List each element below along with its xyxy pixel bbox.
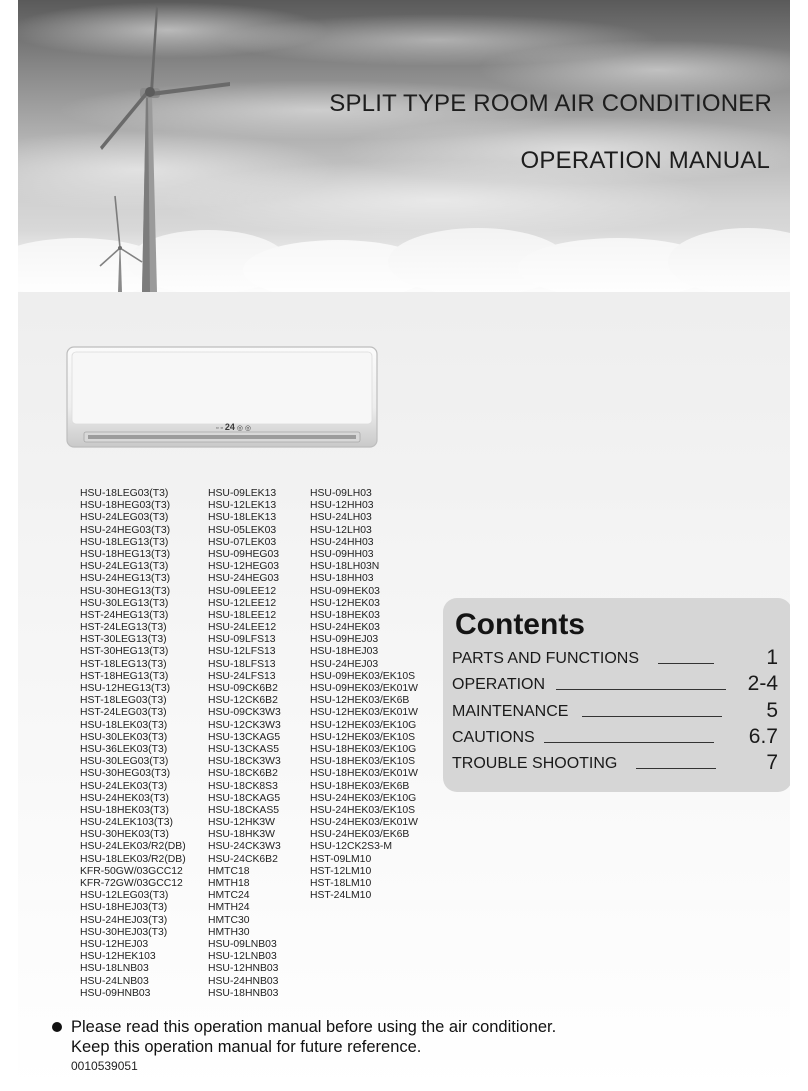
model-number: HST-12LM10 <box>310 865 372 877</box>
model-number: HSU-30HEG03(T3) <box>80 768 171 780</box>
model-number: HST-18LEG03(T3) <box>80 695 167 707</box>
model-number: HSU-12CK2S3-M <box>310 841 392 853</box>
model-number: HSU-18LEK13 <box>208 512 277 524</box>
model-number: HSU-12HEJ03 <box>80 938 149 950</box>
toc-entry[interactable] <box>452 751 778 775</box>
model-list-column-1 <box>80 488 186 1000</box>
model-number: HSU-24LH03 <box>310 512 372 524</box>
model-number: HST-24LM10 <box>310 890 372 902</box>
model-number: HST-24LEG03(T3) <box>80 707 167 719</box>
model-number: HSU-07LEK03 <box>208 536 277 548</box>
model-number: HSU-24LFS13 <box>208 670 276 682</box>
model-number: HSU-18HEK03/EK10G <box>310 743 417 755</box>
model-list-column-2 <box>208 488 281 1000</box>
model-number: HSU-18HEK03/EK10S <box>310 756 416 768</box>
model-number: HSU-24LEE12 <box>208 622 277 634</box>
model-number: HSU-18LEK03/R2(DB) <box>80 853 186 865</box>
model-number: HSU-24HEK03/EK10S <box>310 804 416 816</box>
model-number: HSU-18HEG13(T3) <box>80 548 171 560</box>
model-number: HSU-30HEJ03(T3) <box>80 926 168 938</box>
model-number: HSU-30HEG13(T3) <box>80 585 171 597</box>
model-number: HST-30HEG13(T3) <box>80 646 169 658</box>
document-title: SPLIT TYPE ROOM AIR CONDITIONER <box>329 90 772 117</box>
model-number: HSU-24LEG13(T3) <box>80 561 169 573</box>
model-number: HSU-09LFS13 <box>208 634 276 646</box>
toc-entry-page: 5 <box>766 699 778 722</box>
model-number: HSU-18HNB03 <box>208 987 279 999</box>
model-number: HSU-18LEK03(T3) <box>80 719 168 731</box>
model-number: HSU-12HEK03/EK10S <box>310 731 416 743</box>
model-number: HSU-09CK3W3 <box>208 707 281 719</box>
model-number: HSU-18LH03N <box>310 561 380 573</box>
model-number: HSU-18HEG03(T3) <box>80 500 171 512</box>
model-number: HSU-05LEK03 <box>208 524 277 536</box>
toc-entry-label: CAUTIONS <box>452 729 535 746</box>
bullet-icon <box>52 1022 62 1032</box>
air-conditioner-illustration <box>66 346 378 448</box>
model-number: HSU-12HEK103 <box>80 951 156 963</box>
model-number: HSU-12HEG03 <box>208 561 280 573</box>
manual-cover <box>18 0 790 1091</box>
model-number: HSU-24HEK03/EK01W <box>310 817 418 829</box>
model-number: HSU-18CK3W3 <box>208 756 281 768</box>
model-number: HSU-12LFS13 <box>208 646 276 658</box>
toc-leader-line <box>556 689 726 690</box>
model-number: HSU-30HEK03(T3) <box>80 829 169 841</box>
model-number: HSU-24HEG13(T3) <box>80 573 171 585</box>
model-number: HSU-24LEK03/R2(DB) <box>80 841 186 853</box>
model-number: HSU-09HEK03/EK10S <box>310 670 416 682</box>
model-number: HSU-18LEE12 <box>208 609 277 621</box>
model-number: HSU-24HEK03/EK6B <box>310 829 410 841</box>
model-number: HSU-12HEK03/EK6B <box>310 695 410 707</box>
model-number: HSU-12HEK03/EK10G <box>310 719 417 731</box>
model-list-column-3 <box>310 488 418 902</box>
model-number: HSU-24HH03 <box>310 536 374 548</box>
model-number: HSU-18HEJ03 <box>310 646 379 658</box>
model-number: HSU-18HEK03/EK01W <box>310 768 418 780</box>
model-number: HSU-18CK8S3 <box>208 780 278 792</box>
toc-leader-line <box>544 742 714 743</box>
model-number: HSU-12LEG03(T3) <box>80 890 169 902</box>
model-number: HSU-24HEG03(T3) <box>80 524 171 536</box>
model-number: HSU-18LFS13 <box>208 658 276 670</box>
toc-leader-line <box>582 716 722 717</box>
model-number: HSU-24HNB03 <box>208 975 279 987</box>
document-code: 0010539051 <box>71 1059 138 1073</box>
usage-note <box>52 1017 556 1057</box>
model-number: HST-24HEG13(T3) <box>80 609 169 621</box>
model-number: HSU-12LEK13 <box>208 500 277 512</box>
model-number: HSU-12CK3W3 <box>208 719 281 731</box>
model-number: HSU-12HEK03/EK01W <box>310 707 418 719</box>
model-number: HSU-18LEG03(T3) <box>80 488 169 499</box>
model-number: HSU-24LNB03 <box>80 975 149 987</box>
note-line-1: Please read this operation manual before using the air conditioner. <box>71 1018 557 1036</box>
model-number: HMTC24 <box>208 890 250 902</box>
model-number: HSU-18HEK03 <box>310 609 380 621</box>
model-number: HSU-18LNB03 <box>80 963 149 975</box>
model-number: HSU-24CK6B2 <box>208 853 278 865</box>
model-number: HSU-24HEK03 <box>310 622 380 634</box>
toc-entry[interactable] <box>452 699 778 723</box>
model-number: HSU-24CK3W3 <box>208 841 281 853</box>
toc-entry-page: 2-4 <box>747 672 778 695</box>
model-number: HSU-09HEJ03 <box>310 634 379 646</box>
model-number: HSU-24HEJ03(T3) <box>80 914 168 926</box>
model-number: HSU-12HNB03 <box>208 963 279 975</box>
document-subtitle: OPERATION MANUAL <box>520 147 770 174</box>
model-number: HSU-30LEG03(T3) <box>80 756 169 768</box>
toc-entry-page: 7 <box>766 751 778 774</box>
model-number: HST-30LEG13(T3) <box>80 634 167 646</box>
model-number: HSU-18CKAS5 <box>208 804 280 816</box>
model-number: HSU-18CK6B2 <box>208 768 278 780</box>
model-number: HSU-24LEG03(T3) <box>80 512 169 524</box>
model-number: HSU-18HK3W <box>208 829 275 841</box>
model-number: HSU-18LEG13(T3) <box>80 536 169 548</box>
toc-entry-label: PARTS AND FUNCTIONS <box>452 650 639 667</box>
model-number: HSU-30LEK03(T3) <box>80 731 168 743</box>
model-number: HSU-09HEK03 <box>310 585 380 597</box>
model-number: HSU-24LEK03(T3) <box>80 780 168 792</box>
model-number: HSU-36LEK03(T3) <box>80 743 168 755</box>
model-number: HSU-12LNB03 <box>208 951 277 963</box>
model-number: HSU-12HH03 <box>310 500 374 512</box>
model-number: HSU-30LEG13(T3) <box>80 597 169 609</box>
model-number: HSU-13CKAS5 <box>208 743 280 755</box>
toc-entry-label: MAINTENANCE <box>452 703 569 720</box>
ac-display: ▫ ▫ 24 ◎ ◎ <box>216 422 251 432</box>
model-number: HSU-12LH03 <box>310 524 372 536</box>
model-number: HST-18LM10 <box>310 878 372 889</box>
model-number: HSU-09HH03 <box>310 548 374 560</box>
model-number: HMTH24 <box>208 902 250 914</box>
model-number: HST-18LEG13(T3) <box>80 658 167 670</box>
model-number: HMTC18 <box>208 865 250 877</box>
model-number: HSU-24HEK03/EK10G <box>310 792 417 804</box>
toc-entry[interactable] <box>452 725 778 749</box>
model-number: HSU-09HEK03/EK01W <box>310 683 418 694</box>
model-number: HMTC30 <box>208 914 250 926</box>
toc-entry[interactable] <box>452 646 778 670</box>
model-number: HST-09LM10 <box>310 853 372 865</box>
model-number: HST-24LEG13(T3) <box>80 622 167 634</box>
model-number: HSU-18HEK03(T3) <box>80 804 169 816</box>
contents-box <box>443 598 790 792</box>
model-number: KFR-72GW/03GCC12 <box>80 878 183 889</box>
model-number: HSU-09LEK13 <box>208 488 277 499</box>
toc-entry[interactable] <box>452 672 778 696</box>
model-number: HSU-12HEK03 <box>310 597 380 609</box>
sky-photo <box>18 0 790 292</box>
model-number: HSU-12HK3W <box>208 817 275 829</box>
model-number: HSU-18HEK03/EK6B <box>310 780 410 792</box>
toc-entry-page: 6.7 <box>748 725 778 748</box>
note-line-2: Keep this operation manual for future reference. <box>71 1038 422 1056</box>
model-number: HSU-24LEK103(T3) <box>80 817 173 829</box>
toc-leader-line <box>636 768 716 769</box>
model-number: HSU-12LEE12 <box>208 597 277 609</box>
model-number: HSU-12CK6B2 <box>208 695 278 707</box>
model-number: HSU-18HEJ03(T3) <box>80 902 168 914</box>
model-number: HSU-09CK6B2 <box>208 683 278 694</box>
model-number: HMTH30 <box>208 926 250 938</box>
wind-turbine-photo <box>18 0 790 292</box>
model-number: HSU-09HEG03 <box>208 548 280 560</box>
model-number: HSU-09LEE12 <box>208 585 277 597</box>
model-number: HSU-13CKAG5 <box>208 731 281 743</box>
model-number: HSU-18HH03 <box>310 573 374 585</box>
toc-entry-label: OPERATION <box>452 676 546 693</box>
model-number: HSU-24HEK03(T3) <box>80 792 169 804</box>
toc-leader-line <box>658 663 714 664</box>
toc-entry-page: 1 <box>766 646 778 669</box>
contents-title: Contents <box>455 608 585 641</box>
model-number: HSU-24HEJ03 <box>310 658 379 670</box>
model-number: HSU-12HEG13(T3) <box>80 683 171 694</box>
model-number: KFR-50GW/03GCC12 <box>80 865 183 877</box>
model-number: HSU-09HNB03 <box>80 987 151 999</box>
model-number: HSU-24HEG03 <box>208 573 280 585</box>
model-number: HSU-09LNB03 <box>208 938 277 950</box>
model-number: HST-18HEG13(T3) <box>80 670 169 682</box>
model-number: HSU-18CKAG5 <box>208 792 281 804</box>
model-number: HSU-09LH03 <box>310 488 372 499</box>
model-number: HMTH18 <box>208 878 250 889</box>
toc-entry-label: TROUBLE SHOOTING <box>452 755 618 772</box>
